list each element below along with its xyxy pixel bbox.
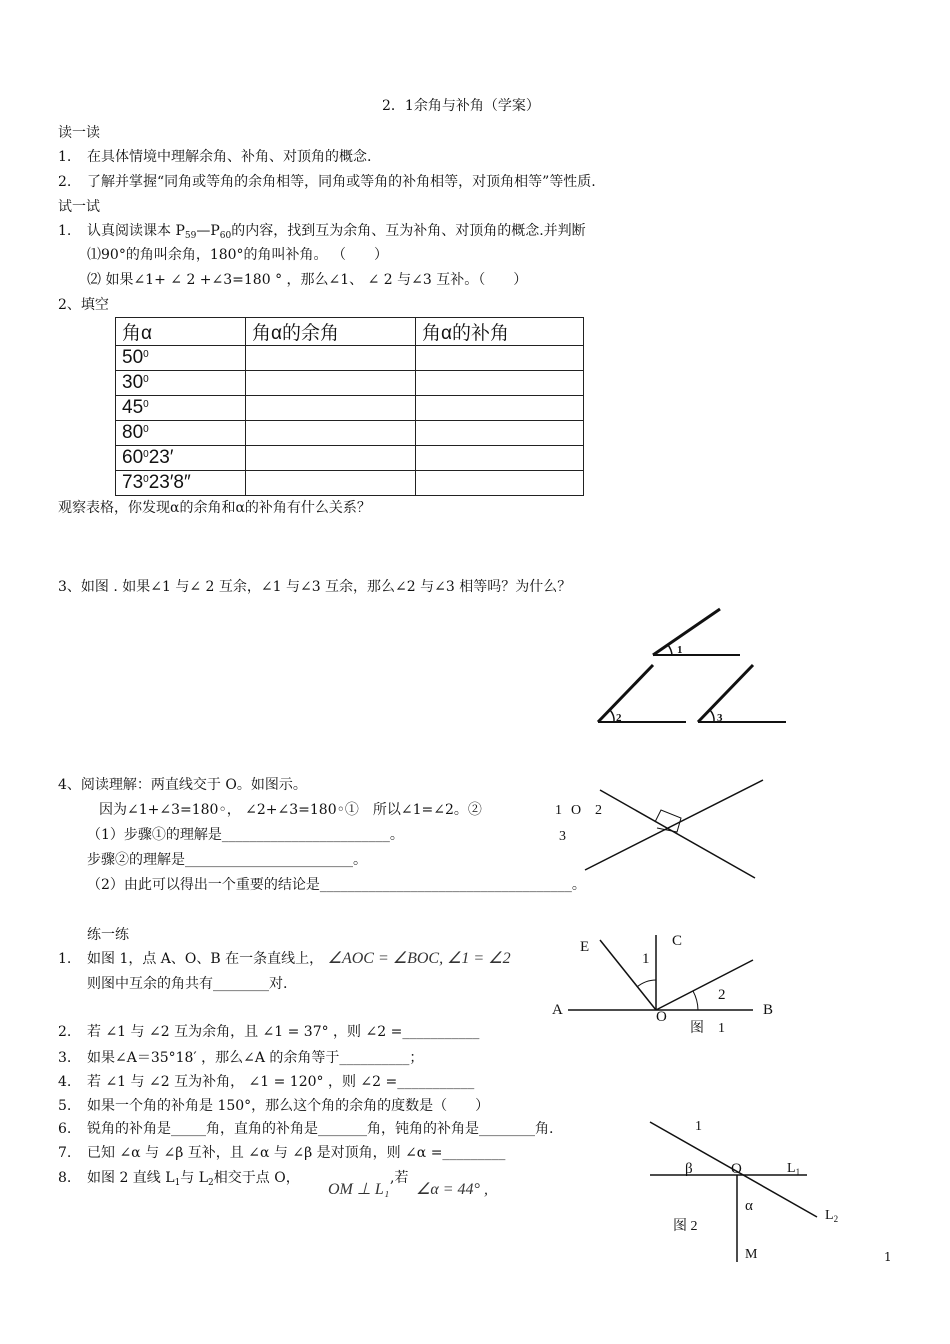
practice-8-mid: 与 L — [180, 1170, 209, 1186]
answer-cell[interactable] — [246, 396, 416, 421]
try-item-1 — [87, 222, 586, 245]
table-row — [116, 346, 584, 371]
answer-cell[interactable] — [246, 421, 416, 446]
table-cell-angle: $73^023'8''$ — [116, 471, 246, 496]
question-4-reasoning: 因为∠1+∠3=180◦， ∠2+∠3=180◦① 所以∠1=∠2。② — [99, 802, 482, 818]
page-number: 1 — [884, 1250, 892, 1264]
fig2-caption: 图 2 — [673, 1219, 698, 1234]
practice-1-line2: 则图中互余的角共有________对. — [87, 976, 288, 992]
practice-5: 如果一个角的补角是 150°，那么这个角的余角的度数是（ ） — [87, 1098, 490, 1114]
fig3-ray-3a — [698, 665, 753, 722]
table-cell-angle: $45^0$ — [116, 396, 246, 421]
practice-1-line1 — [87, 950, 538, 968]
table-row — [116, 371, 584, 396]
fig4-label-1: 1 — [555, 803, 562, 818]
try-item-1b: ⑵ 如果∠1+ ∠ 2 +∠3=180 ° ，那么∠1、 ∠ 2 与∠3 互补。（ ） — [87, 272, 528, 288]
fig1-arc-2 — [693, 991, 698, 1010]
table-header-angle: 角α — [116, 318, 246, 346]
fig1-label-E: E — [580, 939, 590, 955]
question-4-step1: （1）步骤①的理解是________________________。 — [87, 827, 404, 843]
try-item-1-post: 的内容，找到互为余角、互为补角、对顶角的概念.并判断 — [231, 223, 586, 239]
practice-2-num: 2. — [58, 1024, 72, 1040]
practice-2: 若 ∠1 与 ∠2 互为余角，且 ∠1 = 37° ，则 ∠2 =___________ — [87, 1024, 480, 1040]
page-ref-end: 60 — [219, 231, 232, 241]
fig2-label-M: M — [745, 1247, 758, 1262]
practice-7-num: 7. — [58, 1145, 72, 1161]
practice-4: 若 ∠1 与 ∠2 互为补角， ∠1 = 120° ，则 ∠2 =___________ — [87, 1074, 475, 1090]
answer-cell[interactable] — [416, 396, 584, 421]
fig2-label-beta: β — [685, 1161, 693, 1177]
read-item-1: 在具体情境中理解余角、补角、对顶角的概念. — [87, 149, 372, 165]
observe-question: 观察表格，你发现α的余角和α的补角有什么关系？ — [58, 500, 371, 516]
angle-table — [115, 317, 584, 496]
fig2-label-1: 1 — [695, 1119, 702, 1134]
table-row — [116, 421, 584, 446]
question-4-conclusion: （2）由此可以得出一个重要的结论是____________________________________。 — [87, 877, 586, 893]
fig1-label-O: O — [656, 1009, 667, 1025]
fig1-label-2: 2 — [718, 987, 726, 1003]
fig3-label-3: 3 — [717, 712, 723, 724]
fig4-line-2 — [600, 790, 755, 878]
answer-cell[interactable] — [416, 346, 584, 371]
try-item-2-label: 2、填空 — [58, 297, 109, 313]
practice-1-text: 如图 1，点 A、O、B 在一条直线上， — [87, 951, 324, 967]
table-cell-angle: $80^0$ — [116, 421, 246, 446]
question-4-title: 4、阅读理解：两直线交于 O。如图示。 — [58, 777, 307, 793]
try-item-1-pre: 认真阅读课本 P — [87, 223, 185, 239]
practice-8-num: 8. — [58, 1170, 72, 1186]
fig4-label-2: 2 — [595, 803, 602, 818]
fig1-label-C: C — [672, 933, 683, 949]
fig1-arc-1 — [637, 980, 656, 987]
fig2-label-alpha: α — [745, 1198, 753, 1214]
fig2-label-O: O — [731, 1161, 742, 1177]
fig4-label-3: 3 — [559, 829, 566, 844]
practice-6-num: 6. — [58, 1121, 72, 1137]
page-ref-start: 59 — [184, 231, 197, 241]
fig1-label-B: B — [763, 1002, 774, 1018]
question-4-step2: 步骤②的理解是________________________。 — [87, 852, 367, 868]
table-cell-angle: $50^0$ — [116, 346, 246, 371]
answer-cell[interactable] — [416, 471, 584, 496]
practice-1-math: ∠AOC = ∠BOC, ∠1 = ∠2 — [327, 950, 511, 967]
answer-cell[interactable] — [416, 371, 584, 396]
fig1-caption: 图 1 — [690, 1021, 725, 1036]
table-row — [116, 471, 584, 496]
practice-8-sub1: 1 — [174, 1178, 181, 1188]
practice-8-math: OM ⊥ L₁ — [328, 1181, 390, 1198]
table-cell-angle: $30^0$ — [116, 371, 246, 396]
answer-cell[interactable] — [246, 471, 416, 496]
section-read-heading: 读一读 — [58, 125, 100, 141]
fig3-ray-1a — [653, 609, 720, 655]
table-cell-angle: $60^023'$ — [116, 446, 246, 471]
practice-1-num: 1. — [58, 951, 72, 967]
practice-6: 锐角的补角是_____角，直角的补角是_______角，钝角的补角是________角. — [87, 1121, 554, 1137]
fig3-arc-3 — [710, 710, 714, 722]
table-row — [116, 446, 584, 471]
practice-3: 如果∠A＝35°18′ ，那么∠A 的余角等于__________； — [87, 1050, 424, 1066]
fig4-line-1 — [585, 780, 763, 870]
practice-8 — [87, 1169, 300, 1192]
try-item-1-mid: —P — [196, 223, 220, 239]
practice-4-num: 4. — [58, 1074, 72, 1090]
read-item-2: 了解并掌握“同角或等角的余角相等，同角或等角的补角相等，对顶角相等”等性质. — [87, 174, 596, 190]
practice-8-cond: ,若 — [390, 1170, 409, 1186]
figure-q4 — [555, 780, 785, 880]
table-header-row — [116, 318, 584, 346]
practice-8-math2: ∠α = 44° , — [416, 1181, 488, 1198]
fig2-label-L1: $L_1$ — [787, 1161, 801, 1177]
answer-cell[interactable] — [246, 446, 416, 471]
practice-8-sub2: 2 — [208, 1178, 214, 1188]
figure-2 — [645, 1112, 865, 1262]
table-header-complement: 角α的余角 — [246, 318, 416, 346]
answer-cell[interactable] — [416, 446, 584, 471]
fig3-label-1: 1 — [677, 644, 683, 656]
practice-8-text: 如图 2 直线 L — [87, 1170, 175, 1186]
fig3-ray-2a — [598, 665, 653, 722]
practice-3-num: 3. — [58, 1050, 72, 1066]
fig3-arc-2 — [610, 710, 614, 722]
practice-7: 已知 ∠α 与 ∠β 互补，且 ∠α 与 ∠β 是对顶角，则 ∠α =_________ — [87, 1145, 506, 1161]
question-3: 3、如图 . 如果∠1 与∠ 2 互余，∠1 与∠3 互余，那么∠2 与∠3 相等吗？为什么？ — [58, 579, 572, 595]
fig2-label-L2: $L_2$ — [825, 1208, 839, 1224]
figure-1 — [548, 925, 788, 1045]
fig3-label-2: 2 — [616, 712, 622, 724]
fig4-label-o: O — [571, 803, 582, 818]
practice-8-post: 相交于点 O， — [213, 1170, 300, 1186]
fig1-label-1: 1 — [642, 951, 650, 967]
figure-q3 — [590, 605, 790, 735]
practice-5-num: 5. — [58, 1098, 72, 1114]
fig3-arc-1 — [668, 645, 672, 655]
page-title: 2．1余角与补角（学案） — [382, 98, 540, 114]
answer-cell[interactable] — [246, 371, 416, 396]
try-item-1a: ⑴90°的角叫余角，180°的角叫补角。 （ ） — [87, 247, 388, 263]
answer-cell[interactable] — [416, 421, 584, 446]
fig1-label-A: A — [552, 1002, 563, 1018]
fig1-ray-OD — [656, 960, 753, 1010]
read-item-2-num: 2. — [58, 174, 72, 190]
answer-cell[interactable] — [246, 346, 416, 371]
table-header-supplement: 角α的补角 — [416, 318, 584, 346]
section-practice-heading: 练一练 — [87, 927, 129, 943]
try-item-1-num: 1. — [58, 223, 72, 239]
table-row — [116, 396, 584, 421]
read-item-1-num: 1. — [58, 149, 72, 165]
section-try-heading: 试一试 — [58, 199, 100, 215]
